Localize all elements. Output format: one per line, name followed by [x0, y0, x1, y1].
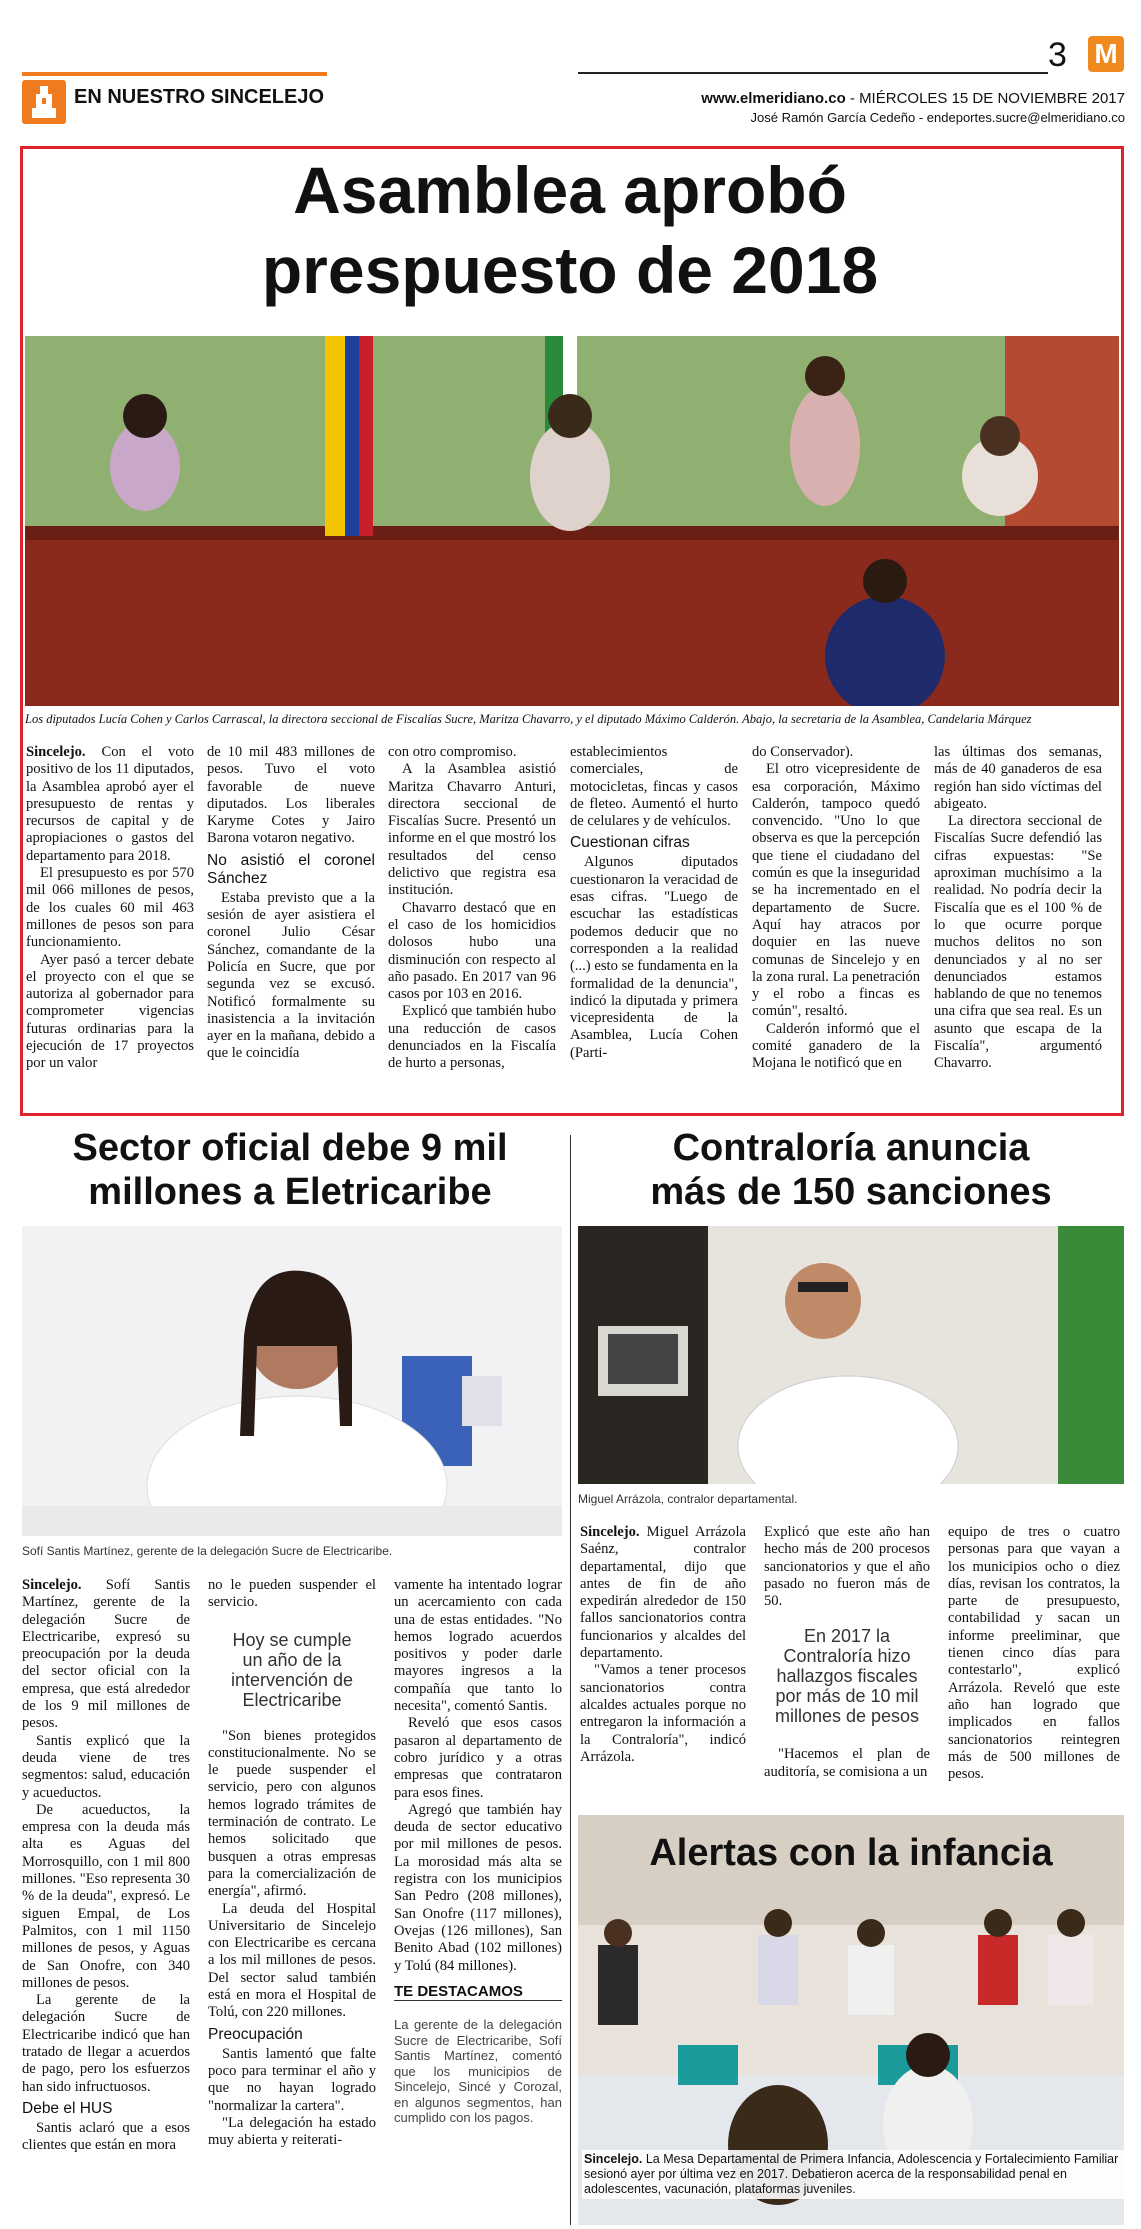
te-destacamos-label: TE DESTACAMOS	[394, 1983, 562, 2001]
electricaribe-column-3: vamente ha intentado lograr un acercamiento con cada una de estas entidades. "No hemos logrado acuerdos positivos y poder darle mayores ingresos a la compañía que tanto lo necesita", comentó Santis. Reveló que esos casos pasaron al departamento de cobro jurídico y a otras empresas que contrataron para esos fines. Agregó que también hay deuda de sector educativo por mil millones de pesos. La morosidad más alta se registra con los municipios San Pedro (208 millones), San Onofre (117 millones), Ovejas (126 millones), San Benito Abad (102 millones) y Tolú (84 millones). TE DESTACAMOS La gerente de la delegación Sucre de Electricaribe, Sofí Santis Martínez, comentó que los municipios de Sincelejo, Sincé y Corozal, en algunos segmentos, han cumplido con los pagos.	[394, 1577, 562, 2126]
page-number: 3	[1048, 36, 1067, 74]
column-divider	[570, 1135, 571, 2225]
section-accent-bar	[22, 72, 327, 76]
contraloria-column-1: Sincelejo. Miguel Arrázola Saénz, contralor departamental, dijo que antes de fin de año expedirán alrededor de 150 fallos sancionatorios contra funcionarios y alcaldes del departamento. "Vamos a tener procesos sancionatorios contra alcaldes actuales porque no entregaron la información a la Contraloría", indicó Arrázola.	[580, 1524, 746, 1765]
subhead: Cuestionan cifras	[570, 834, 690, 852]
header-rule	[578, 72, 1048, 74]
alertas-headline: Alertas con la infancia	[649, 1832, 1053, 1874]
pull-quote: Hoy se cumple un año de la intervención de Electricaribe	[230, 1629, 354, 1710]
top-story-headline: Asamblea aprobó prespuesto de 2018	[261, 153, 879, 307]
electricaribe-column-1: Sincelejo. Sofí Santis Martínez, gerente de la delegación Sucre de Electricaribe, expresó su preocupación por la deuda del sector oficial con la empresa, que está alrededor de los 9 mil millones de pesos. Santis explicó que la deuda viene de tres segmentos: salud, educación y acueductos. De acueductos, la empresa con la deuda más alta es Aguas del Morrosquillo, con 1 mil 800 millones. "Eso representa 30 % de la deuda", expresó. Le siguen Empal, de Los Palmitos, con 1 mil 1150 millones de pesos, y Aguas de San Onofre, con 340 millones de pesos. La gerente de la delegación Sucre de Electricaribe indicó que han tratado de llegar a acuerdos de pago, pero los esfuerzos han sido infructuosos. Debe el HUS Santis aclaró que a esos clientes que están en mora	[22, 1577, 190, 2154]
destacamos-text: La gerente de la delegación Sucre de Electricaribe, Sofí Santis Martínez, comentó que los municipios de Sincelejo, Sincé y Corozal, en algunos segmentos, han cumplido con los pagos.	[394, 2017, 562, 2126]
pull-quote: En 2017 la Contraloría hizo hallazgos fiscales por más de 10 mil millones de pesos	[774, 1626, 920, 1727]
contralor-photo	[578, 1226, 1124, 1484]
author-credit: José Ramón García Cedeño - endeportes.sucre@elmeridiano.co	[750, 110, 1125, 125]
contraloria-headline: Contraloría anuncia más de 150 sanciones	[650, 1127, 1052, 1213]
dateline	[580, 90, 1125, 107]
section-title: EN NUESTRO SINCELEJO	[74, 86, 325, 108]
top-story-caption: Los diputados Lucía Cohen y Carlos Carrascal, la directora seccional de Fiscalías Sucre, Maritza Chavarro, y el diputado Máximo Calderón. Abajo, la secretaria de la Asamblea, Candelaria Márquez	[25, 712, 1032, 726]
website[interactable]: www.elmeridiano.co	[701, 90, 846, 107]
gerente-portrait-photo	[22, 1226, 562, 1536]
dateline-city: Sincelejo.	[26, 744, 86, 760]
contraloria-column-2: Explicó que este año han hecho más de 200 procesos sancionatorios y que el año pasado no fueron más de 50. En 2017 la Contraloría hizo hallazgos fiscales por más de 10 mil millones de pesos "Hacemos el plan de auditoría, se comisiona a un	[764, 1524, 930, 1780]
top-story-column-1: Sincelejo. Con el voto positivo de los 11 diputados, la Asamblea aprobó ayer el presupuesto de rentas y recursos de capital y de apropiaciones o gastos del departamento para 2018. El presupuesto es por 570 mil 066 millones de pesos, de los cuales 60 mil 463 millones de pesos son para funcionamiento. Ayer pasó a tercer debate el proyecto con el que se autoriza al gobernador para comprometer vigencias futuras ordinarias para la ejecución de 17 proyectos por un valor	[26, 744, 194, 1072]
top-story-column-4: establecimientos comerciales, de motocicletas, fincas y casos de fleteo. Aumentó el hurto de celulares y de vehículos. Cuestionan cifras Algunos diputados cuestionaron la veracidad de esas cifras. "Luego de escuchar las estadísticas podemos deducir que no corresponden a la realidad (...) esto se fundamenta en la formalidad de la denuncia", indicó la diputada y primera vicepresidenta de la Asamblea, Lucía Cohen (Parti-	[570, 744, 738, 1061]
issue-date: - MIÉRCOLES 15 DE NOVIEMBRE 2017	[845, 90, 1125, 107]
subhead: Preocupación	[208, 2025, 303, 2043]
top-story-column-5: do Conservador). El otro vicepresidente de esa corporación, Máximo Calderón, tampoco quedó convencido. "Uno lo que observa es que la percepción que tiene el ciudadano del común es que la inseguridad se ha incrementado en el departamento de Sucre. Aquí hay atracos por doquier en las nueve comunas de Sincelejo y en la zona rural. La penetración y el robo a fincas es común", resaltó. Calderón informó que el comité ganadero de la Mojana le notificó que en	[752, 744, 920, 1072]
assembly-session-photo	[25, 336, 1119, 706]
subhead: Debe el HUS	[22, 2099, 113, 2117]
bell-tower-icon	[22, 80, 66, 124]
contraloria-photo-caption: Miguel Arrázola, contralor departamental.	[578, 1492, 798, 1506]
electricaribe-photo-caption: Sofí Santis Martínez, gerente de la delegación Sucre de Electricaribe.	[22, 1544, 393, 1558]
electricaribe-column-2: no le pueden suspender el servicio. Hoy se cumple un año de la intervención de Electricaribe "Son bienes protegidos constitucionalmente. No se le puede suspender el servicio, pero con algunos hemos logrado trámites de terminación de contrato. Le hemos solicitado que busquen a otras empresas para la comercialización de energía", afirmó. La deuda del Hospital Universitario de Sincelejo con Electricaribe es cercana a los mil millones de pesos. Del sector salud también está en mora el Hospital de Tolú, con 220 millones. Preocupación Santis lamentó que falte poco para terminar el año y que no hayan logrado "normalizar la cartera". "La delegación ha estado muy abierta y reiterati-	[208, 1577, 376, 2149]
contraloria-column-3: equipo de tres o cuatro personas para que vayan a los municipios ocho o diez días, revisan los contratos, la parte de presupuesto, contabilidad y sacan un informe preeliminar, que tienen cinco días para contestarlo", explicó Arrázola. Reveló que este año han logrado que implicados en fallos sancionatorios reintegren más de 500 millones de pesos.	[948, 1524, 1120, 1783]
top-story-column-3: con otro compromiso. A la Asamblea asistió Maritza Chavarro Anturi, directora seccional de Fiscalías Sucre. Presentó un informe en el que mostró los resultados del censo delictivo que registra esa institución. Chavarro destacó que en el caso de los homicidios dolosos hubo una disminución con respecto al año pasado. En 2017 van 96 casos por 103 en 2016. Explicó que también hubo una reducción de casos denunciados en la Fiscalía de hurto a personas,	[388, 744, 556, 1072]
electricaribe-headline: Sector oficial debe 9 mil millones a Eletricaribe	[72, 1127, 508, 1213]
newspaper-logo: M	[1088, 36, 1124, 72]
alertas-caption: Sincelejo. La Mesa Departamental de Primera Infancia, Adolescencia y Fortalecimiento Familiar sesionó ayer por última vez en 2017. Debatieron acerca de la responsabilidad penal en adolescentes, vacunación, plataformas juveniles.	[582, 2150, 1124, 2199]
top-story-column-6: las últimas dos semanas, más de 40 ganaderos de esa región han sido víctimas del abigeato. La directora seccional de Fiscalías Sucre defendió las cifras expuestas: "Se aproximan muchísimo a la realidad. No podría decir la Fiscalía que es el 100 % de lo que ocurre porque muchos delitos no son denunciados y al no ser denunciados estamos hablando de que no tenemos una cifra que sea real. Es un asunto que escapa de la Fiscalía", argumentó Chavarro.	[934, 744, 1102, 1072]
subhead: No asistió el coronel Sánchez	[207, 851, 375, 887]
top-story-column-2: de 10 mil 483 millones de pesos. Tuvo el voto favorable de nueve diputados. Los liberales Karyme Cotes y Jairo Barona votaron negativo. No asistió el coronel Sánchez Estaba previsto que a la sesión de ayer asistiera el coronel Julio César Sánchez, comandante de la Policía en Sucre, que por segunda vez se excusó. Notificó formalmente su inasistencia a la invitación ayer en la mañana, debido a que le coincidía	[207, 744, 375, 1062]
